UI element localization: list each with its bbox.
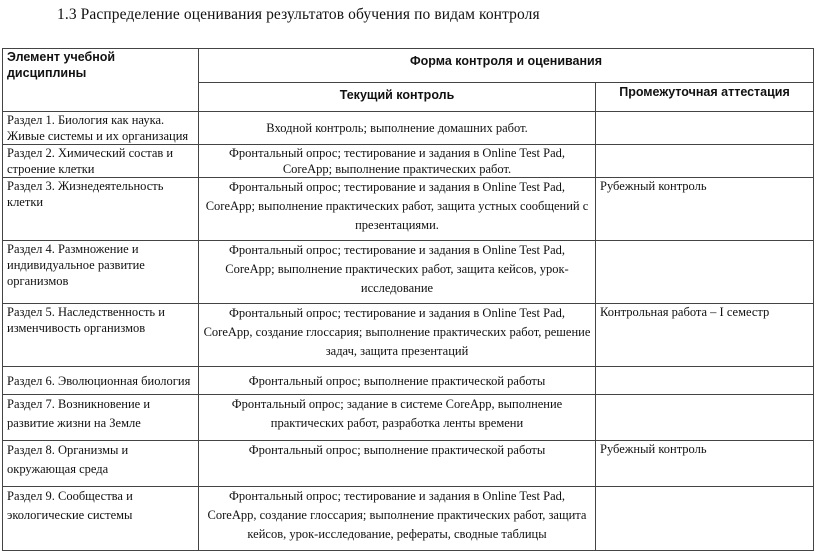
section-label: Раздел 8. Организмы и окружающая среда (7, 443, 129, 476)
section-label: Раздел 6. Эволюционная биология (7, 373, 191, 388)
interim-text: Контрольная работа – I семестр (600, 305, 770, 319)
current-control-cell (199, 145, 596, 178)
section-label: Раздел 7. Возникновение и развитие жизни на Земле (7, 397, 151, 430)
section-cell (3, 441, 199, 487)
table-row (3, 112, 814, 145)
current-control-text: Фронтальный опрос; тестирование и задания в Online Test Pad, CoreApp, создание глоссария; выполнение практических работ, решение задач, защита презентаций (203, 306, 591, 358)
interim-cell (596, 112, 814, 145)
interim-text: Рубежный контроль (600, 179, 707, 193)
header-element-label: Элемент учебной дисциплины (7, 50, 116, 80)
section-cell (3, 241, 199, 304)
header-interim-cell (596, 83, 814, 112)
table-row (3, 178, 814, 241)
interim-cell (596, 241, 814, 304)
section-cell (3, 395, 199, 441)
section-label: Раздел 1. Биология как наука. Живые системы и их организация (7, 113, 189, 143)
current-control-cell (199, 487, 596, 551)
header-interim-label: Промежуточная аттестация (619, 85, 790, 99)
header-form-label: Форма контроля и оценивания (410, 54, 603, 68)
interim-cell (596, 441, 814, 487)
current-control-cell (199, 241, 596, 304)
table-row (3, 395, 814, 441)
interim-cell (596, 178, 814, 241)
assessment-table (2, 48, 814, 551)
section-cell (3, 112, 199, 145)
interim-cell (596, 304, 814, 367)
header-element-cell (3, 49, 199, 112)
current-control-cell (199, 304, 596, 367)
section-cell (3, 304, 199, 367)
section-cell (3, 487, 199, 551)
current-control-cell (199, 441, 596, 487)
interim-cell (596, 395, 814, 441)
header-current-cell (199, 83, 596, 112)
current-control-text: Фронтальный опрос; тестирование и задания в Online Test Pad, CoreApp; выполнение практических работ, защита кейсов, урок-исследование (225, 243, 569, 295)
current-control-text: Фронтальный опрос; выполнение практической работы (248, 373, 546, 388)
section-cell (3, 178, 199, 241)
current-control-cell (199, 367, 596, 395)
interim-cell (596, 145, 814, 178)
section-label: Раздел 9. Сообщества и экологические системы (7, 489, 133, 522)
current-control-text: Фронтальный опрос; тестирование и задания в Online Test Pad, CoreApp; выполнение практических работ. (229, 146, 565, 176)
section-label: Раздел 3. Жизнедеятельность клетки (7, 179, 164, 209)
table-row (3, 145, 814, 178)
header-form-cell (199, 49, 814, 83)
current-control-cell (199, 178, 596, 241)
table-row (3, 487, 814, 551)
header-current-label: Текущий контроль (339, 88, 455, 102)
section-cell (3, 145, 199, 178)
section-label: Раздел 4. Размножение и индивидуальное развитие организмов (7, 242, 145, 288)
table-row (3, 241, 814, 304)
current-control-cell (199, 395, 596, 441)
current-control-text: Фронтальный опрос; тестирование и задания в Online Test Pad, CoreApp, создание глоссария; выполнение практических работ, защита кейсов, урок-исследование, рефераты, сводные таблицы (207, 489, 587, 541)
section-label: Раздел 2. Химический состав и строение клетки (7, 146, 174, 176)
current-control-text: Фронтальный опрос; задание в системе CoreApp, выполнение практических работ, разработка ленты времени (231, 397, 563, 430)
table-header-row (3, 49, 814, 83)
table-row (3, 367, 814, 395)
current-control-cell (199, 112, 596, 145)
table-row (3, 441, 814, 487)
page-title: 1.3 Распределение оценивания результатов обучения по видам контроля (57, 6, 540, 23)
table-row (3, 304, 814, 367)
interim-text: Рубежный контроль (600, 442, 707, 456)
current-control-text: Фронтальный опрос; выполнение практической работы (248, 443, 546, 457)
interim-cell (596, 367, 814, 395)
section-label: Раздел 5. Наследственность и изменчивость организмов (7, 305, 165, 335)
current-control-text: Входной контроль; выполнение домашних работ. (266, 121, 528, 135)
interim-cell (596, 487, 814, 551)
current-control-text: Фронтальный опрос; тестирование и задания в Online Test Pad, CoreApp; выполнение практических работ, защита устных сообщений с презентациями. (205, 180, 589, 232)
section-cell (3, 367, 199, 395)
